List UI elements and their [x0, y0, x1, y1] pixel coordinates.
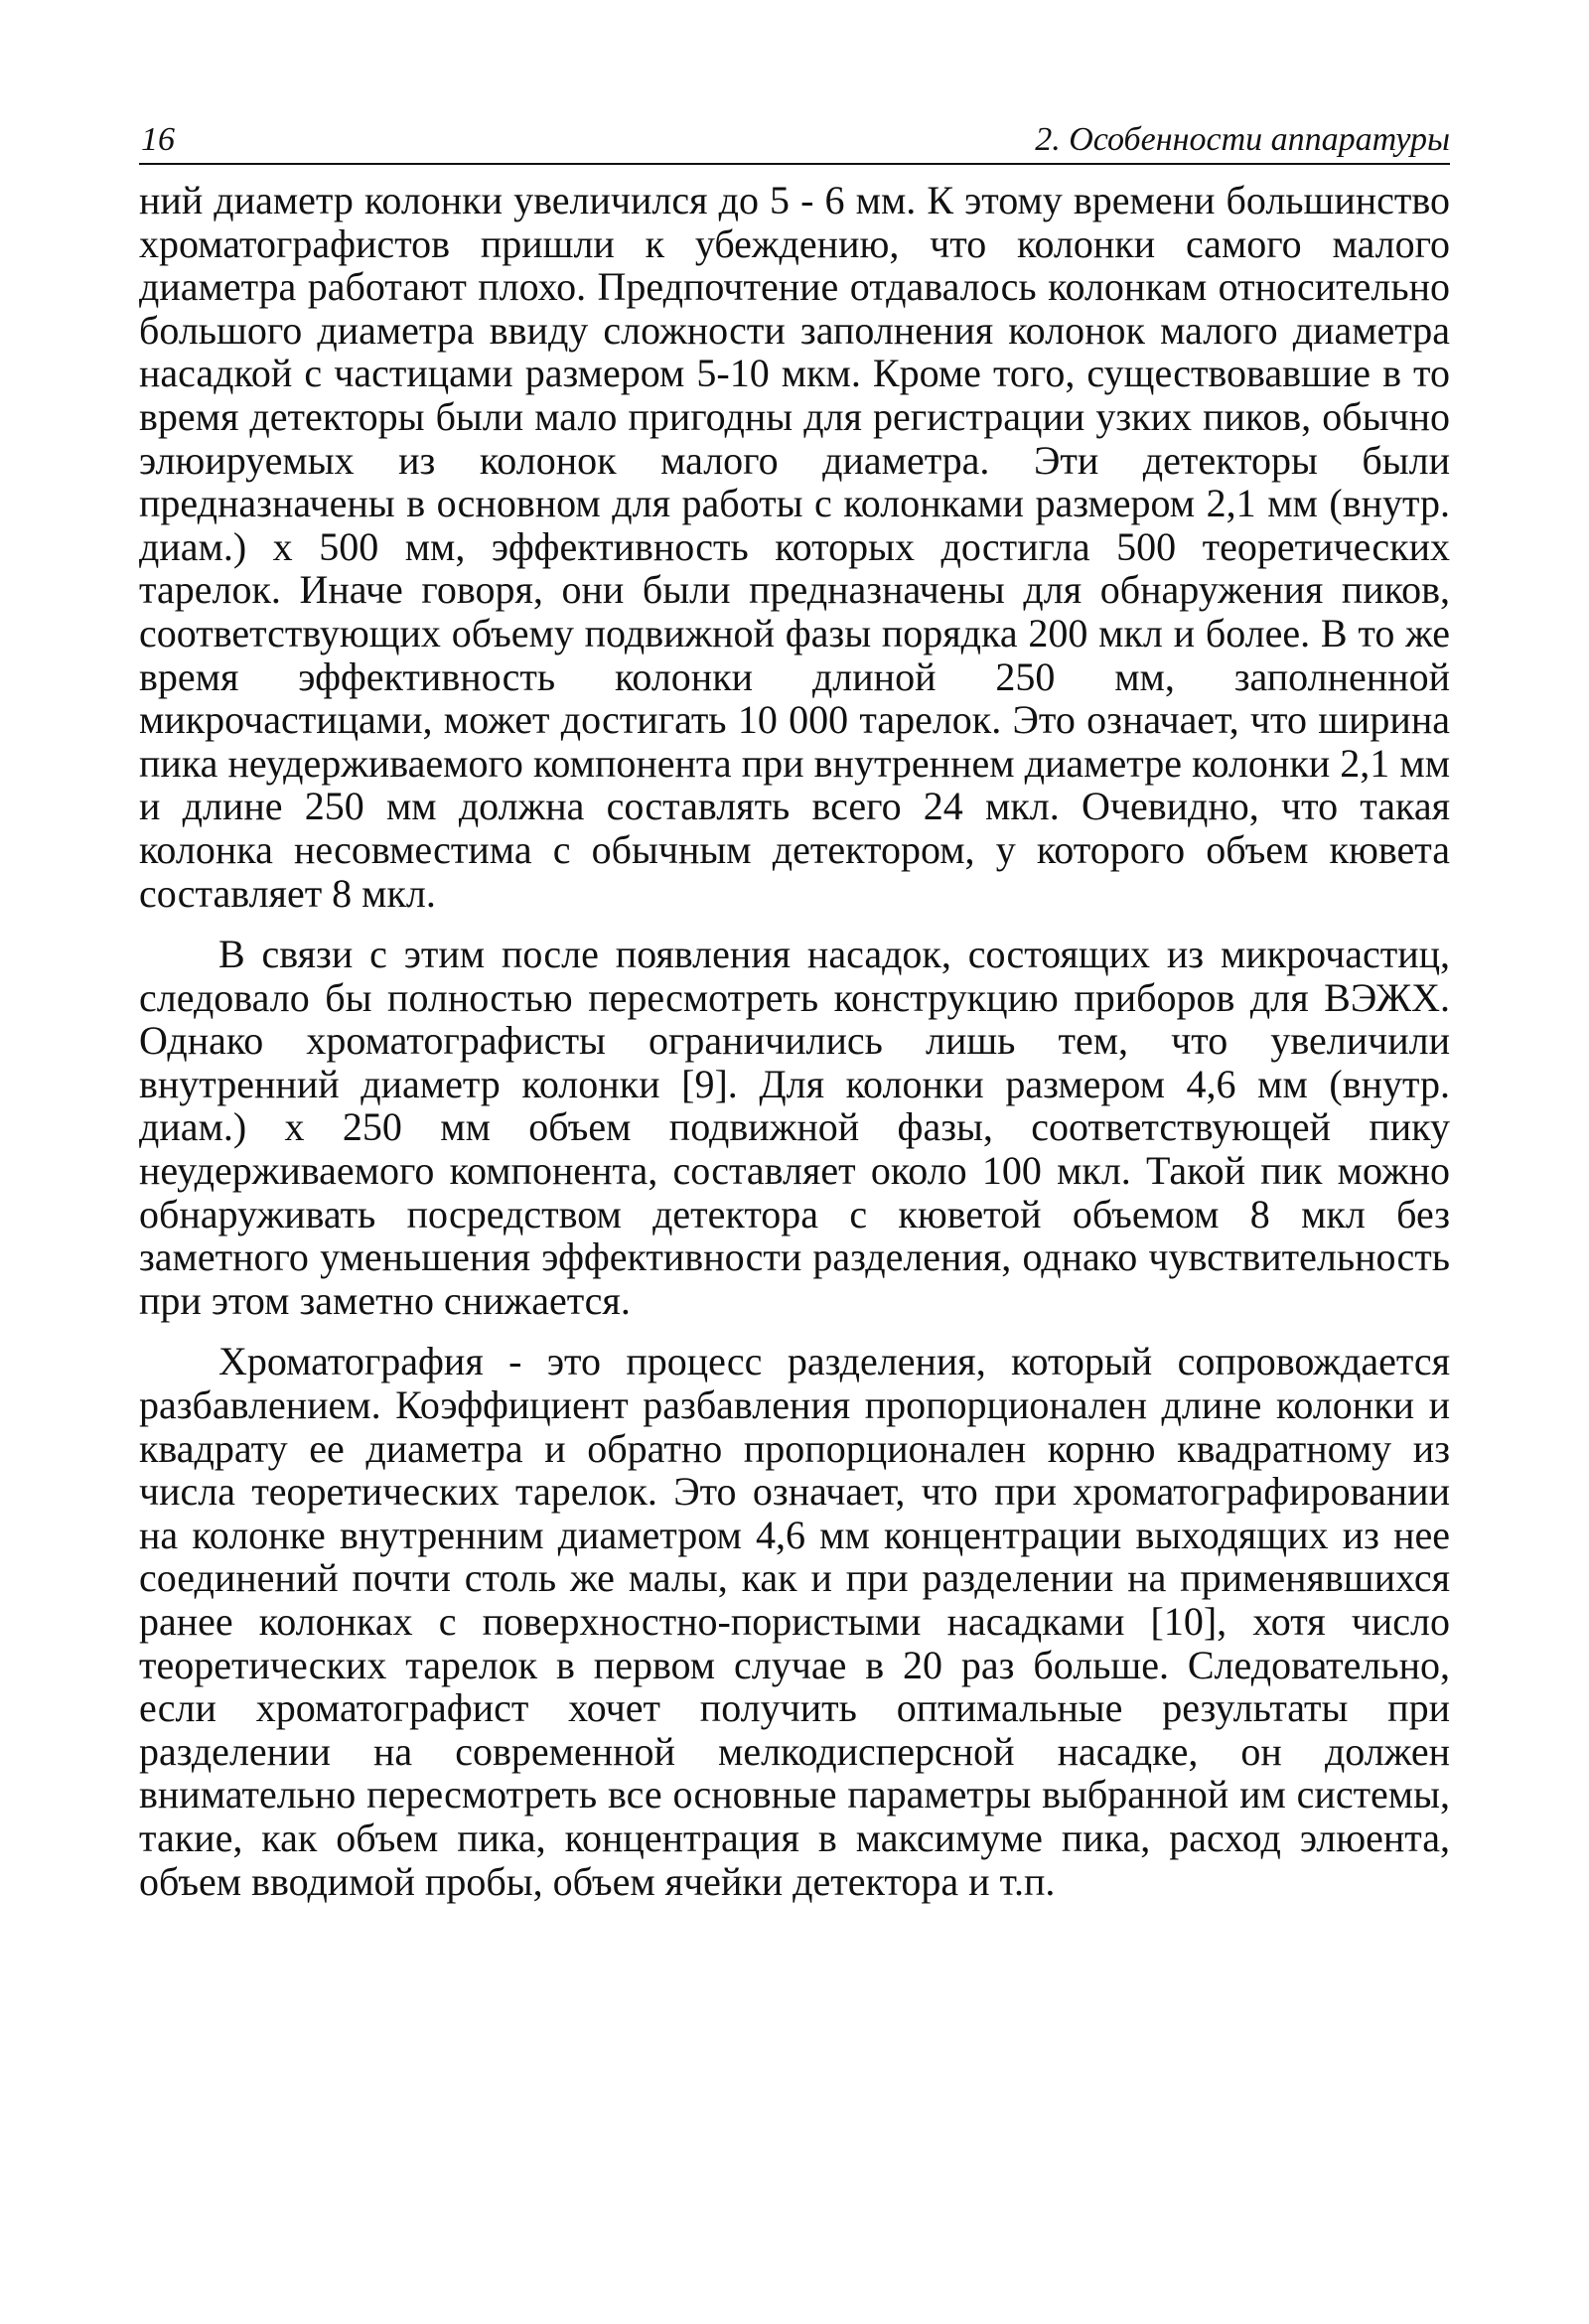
paragraph-2: В связи с этим после появления насадок, состоящих из микрочастиц, следовало бы полностью пересмотреть конструкцию приборов для ВЭЖХ. Однако хроматографисты ограничились лишь тем, что увеличили внутренний диаметр колонки [9]. Для колонки размером 4,6 мм (внутр. диам.) х 250 мм объем подвижной фазы, соответствующей пику неудерживаемого компонента, составляет около 100 мкл. Такой пик можно обнаруживать посредством детектора с кюветой объемом 8 мкл без заметного уменьшения эффективности разделения, однако чувствительность при этом заметно снижается. — [139, 932, 1450, 1323]
running-header — [139, 117, 1450, 165]
paragraph-3: Хроматография - это процесс разделения, который сопровождается разбавлением. Коэффициент разбавления пропорционален длине колонки и квадрату ее диаметра и обратно пропорционален корню квадратному из числа теоретических тарелок. Это означает, что при хроматографировании на колонке внутренним диаметром 4,6 мм концентрации выходящих из нее соединений почти столь же малы, как и при разделении на применявшихся ранее колонках с поверхностно-пористыми насадками [10], хотя число теоретических тарелок в первом случае в 20 раз больше. Следовательно, если хроматографист хочет получить оптимальные результаты при разделении на современной мелкодисперсной насадке, он должен внимательно пересмотреть все основные параметры выбранной им системы, такие, как объем пика, концентрация в максимуме пика, расход элюента, объем вводимой пробы, объем ячейки детектора и т.п. — [139, 1339, 1450, 1904]
page-number: 16 — [141, 121, 175, 158]
chapter-title: 2. Особенности аппаратуры — [1035, 121, 1450, 158]
paragraph-1: ний диаметр колонки увеличился до 5 - 6 мм. К этому времени большинство хроматографистов пришли к убеждению, что колонки самого малого диаметра работают плохо. Предпочтение отдавалось колонкам относительно большого диаметра ввиду сложности заполнения колонок малого диаметра насадкой с частицами размером 5-10 мкм. Кроме того, существовавшие в то время детекторы были мало пригодны для регистрации узких пиков, обычно элюируемых из колонок малого диаметра. Эти детекторы были предназначены в основном для работы с колонками размером 2,1 мм (внутр. диам.) х 500 мм, эффективность которых достигла 500 теоретических тарелок. Иначе говоря, они были предназначены для обнаружения пиков, соответствующих объему подвижной фазы порядка 200 мкл и более. В то же время эффективность колонки длиной 250 мм, заполненной микрочастицами, может достигать 10 000 тарелок. Это означает, что ширина пика неудерживаемого компонента при внутреннем диаметре колонки 2,1 мм и длине 250 мм должна составлять всего 24 мкл. Очевидно, что такая колонка несовместима с обычным детектором, у которого объем кювета составляет 8 мкл. — [139, 178, 1450, 916]
body-text — [139, 179, 1450, 1921]
